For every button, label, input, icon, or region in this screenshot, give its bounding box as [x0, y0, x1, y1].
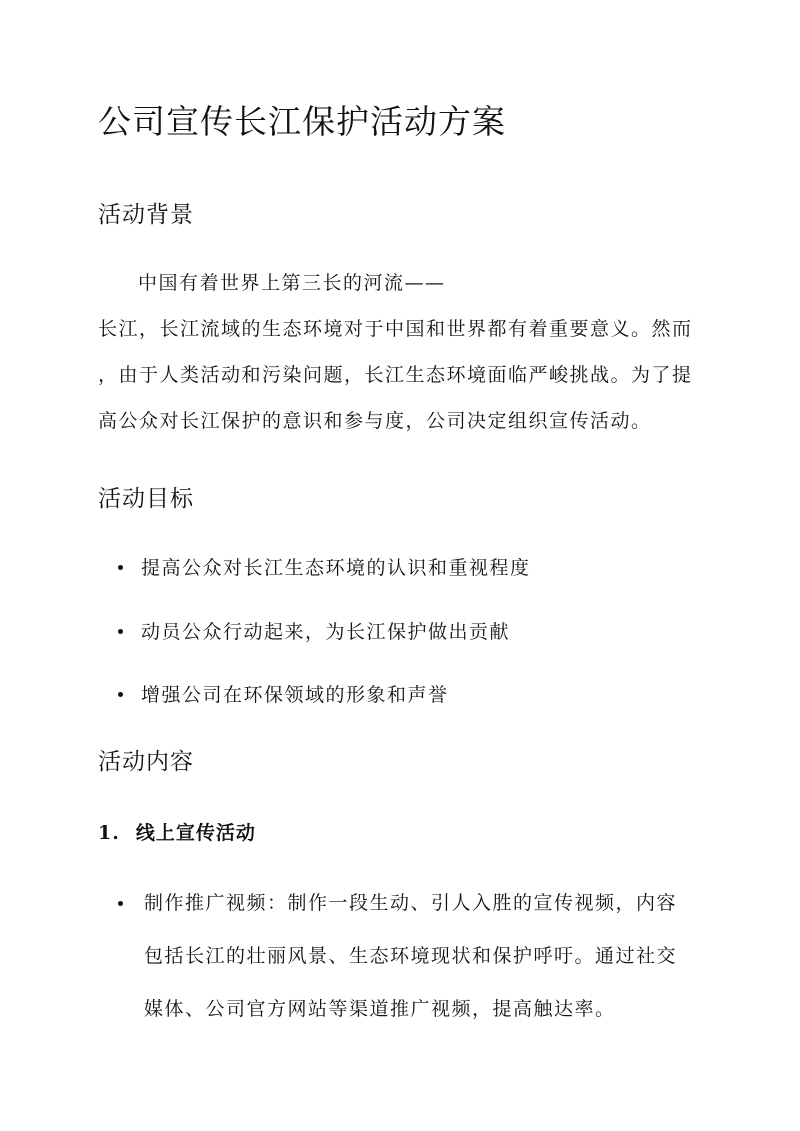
- list-item: [118, 680, 449, 707]
- background-paragraph: [98, 263, 708, 441]
- bullet-icon: [118, 692, 123, 697]
- list-item-text: [144, 877, 718, 1036]
- section-heading-background: 活动背景: [98, 202, 194, 228]
- paragraph-line: 中国有着世界上第三长的河流——: [138, 272, 446, 294]
- bullet-icon: [118, 901, 123, 906]
- paragraph-line: ，由于人类活动和污染问题，长江生态环境面临严峻挑战。为了提: [98, 364, 693, 386]
- section-heading-content: 活动内容: [98, 749, 194, 775]
- section-heading-goals: 活动目标: [98, 486, 194, 512]
- paragraph-line: 高公众对长江保护的意识和参与度，公司决定组织宣传活动。: [98, 410, 652, 432]
- list-item-text: 动员公众行动起来，为长江保护做出贡献: [141, 621, 511, 643]
- list-item-line: 媒体、公司官方网站等渠道推广视频，提高触达率。: [144, 998, 616, 1020]
- list-item: [118, 553, 531, 580]
- bullet-icon: [118, 565, 123, 570]
- subsection-number: 1.: [98, 822, 120, 844]
- subsection-title: 线上宣传活动: [135, 822, 256, 844]
- paragraph-line: 长江，长江流域的生态环境对于中国和世界都有着重要意义。然而: [98, 318, 693, 340]
- list-item-line: 包括长江的壮丽风景、生态环境现状和保护呼吁。通过社交: [144, 945, 678, 967]
- list-item-line: 制作推广视频：制作一段生动、引人入胜的宣传视频，内容: [144, 892, 678, 914]
- subsection-heading: [98, 818, 256, 845]
- list-item-text: 增强公司在环保领域的形象和声誉: [141, 684, 449, 706]
- document-title: 公司宣传长江保护活动方案: [98, 102, 506, 141]
- list-item-text: 提高公众对长江生态环境的认识和重视程度: [141, 557, 531, 579]
- list-item: [118, 617, 510, 644]
- list-item: [118, 877, 718, 1036]
- bullet-icon: [118, 629, 123, 634]
